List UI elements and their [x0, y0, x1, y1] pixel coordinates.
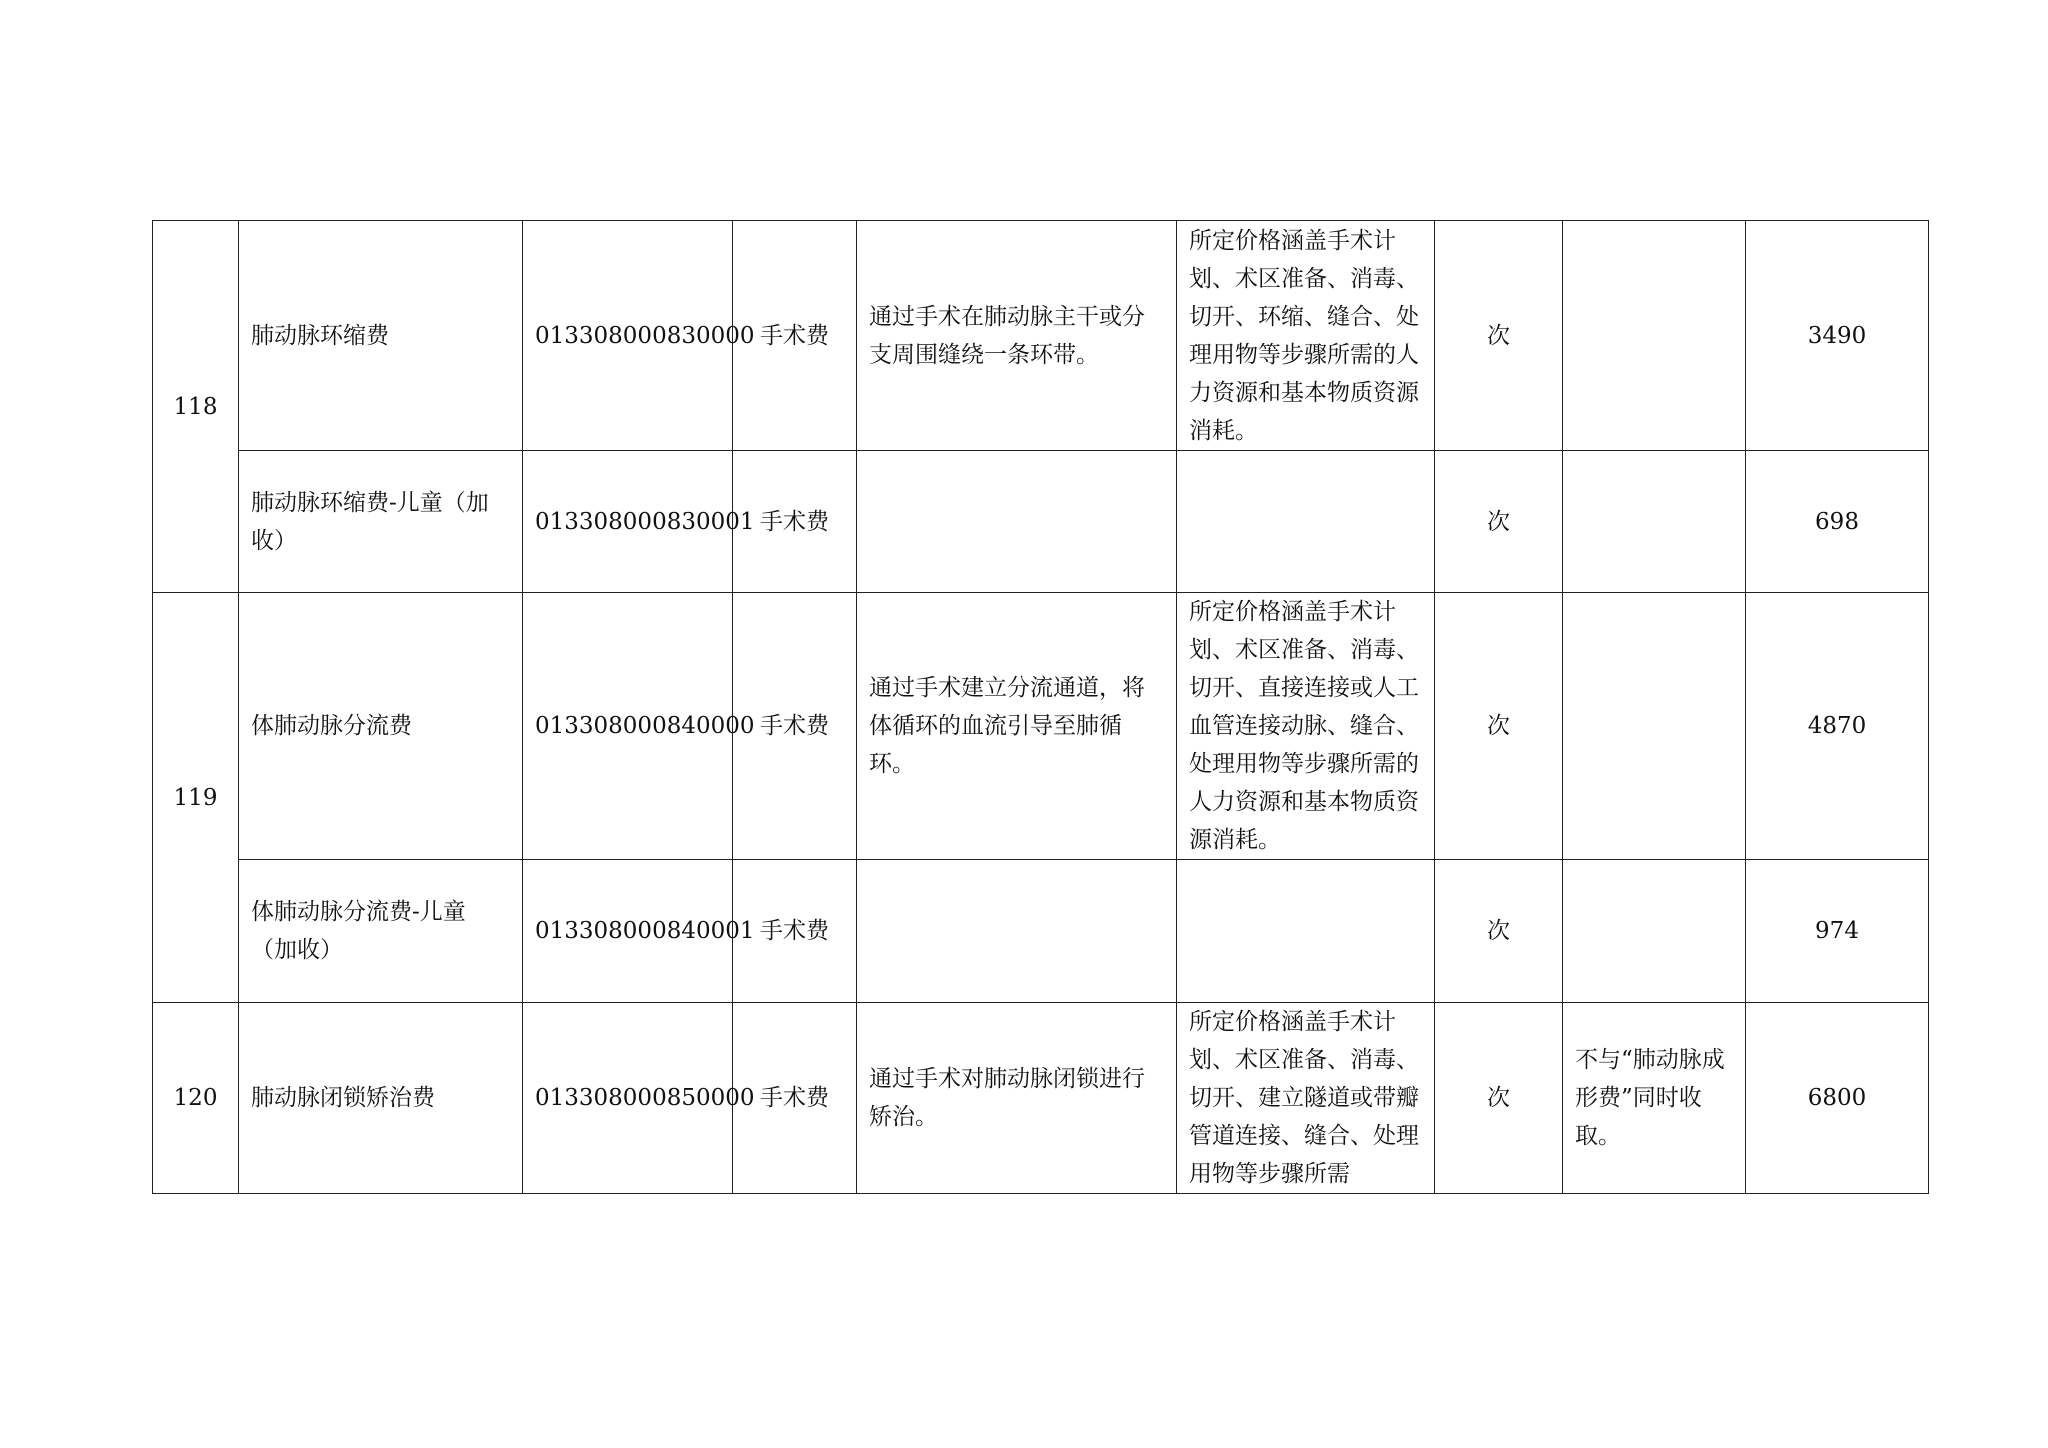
- table-row: [153, 593, 1929, 860]
- price-cell: 974: [1746, 860, 1929, 1003]
- note-cell: [1563, 451, 1746, 593]
- price-table: [152, 220, 1929, 1194]
- price-connotation-cell: 所定价格涵盖手术计划、术区准备、消毒、切开、建立隧道或带瓣管道连接、缝合、处理用物等步骤所需: [1177, 1003, 1435, 1194]
- price-connotation-cell: [1177, 860, 1435, 1003]
- service-content-cell: 通过手术在肺动脉主干或分支周围缝绕一条环带。: [857, 221, 1177, 451]
- item-code-cell: 013308000840000: [523, 593, 733, 860]
- table-row: [153, 860, 1929, 1003]
- price-connotation-cell: 所定价格涵盖手术计划、术区准备、消毒、切开、环缩、缝合、处理用物等步骤所需的人力资源和基本物质资源消耗。: [1177, 221, 1435, 451]
- category-cell: 手术费: [733, 221, 857, 451]
- service-content-cell: 通过手术对肺动脉闭锁进行矫治。: [857, 1003, 1177, 1194]
- item-code-cell: 013308000830000: [523, 221, 733, 451]
- service-content-cell: [857, 860, 1177, 1003]
- category-cell: 手术费: [733, 1003, 857, 1194]
- item-name-cell: 肺动脉环缩费-儿童（加收）: [239, 451, 523, 593]
- item-code-cell: 013308000830001: [523, 451, 733, 593]
- note-cell: [1563, 860, 1746, 1003]
- price-connotation-cell: 所定价格涵盖手术计划、术区准备、消毒、切开、直接连接或人工血管连接动脉、缝合、处理用物等步骤所需的人力资源和基本物质资源消耗。: [1177, 593, 1435, 860]
- unit-cell: 次: [1435, 593, 1563, 860]
- category-cell: 手术费: [733, 860, 857, 1003]
- unit-cell: 次: [1435, 1003, 1563, 1194]
- table-row: [153, 221, 1929, 451]
- price-cell: 3490: [1746, 221, 1929, 451]
- price-connotation-cell: [1177, 451, 1435, 593]
- note-cell: [1563, 593, 1746, 860]
- item-name-cell: 体肺动脉分流费-儿童（加收）: [239, 860, 523, 1003]
- table-row: [153, 1003, 1929, 1194]
- service-content-cell: 通过手术建立分流通道，将体循环的血流引导至肺循环。: [857, 593, 1177, 860]
- unit-cell: 次: [1435, 860, 1563, 1003]
- seq-cell: 120: [153, 1003, 239, 1194]
- item-name-cell: 肺动脉闭锁矫治费: [239, 1003, 523, 1194]
- price-cell: 698: [1746, 451, 1929, 593]
- seq-cell: 119: [153, 593, 239, 1003]
- item-name-cell: 肺动脉环缩费: [239, 221, 523, 451]
- note-cell: [1563, 221, 1746, 451]
- item-name-cell: 体肺动脉分流费: [239, 593, 523, 860]
- item-code-cell: 013308000850000: [523, 1003, 733, 1194]
- price-cell: 4870: [1746, 593, 1929, 860]
- service-content-cell: [857, 451, 1177, 593]
- price-cell: 6800: [1746, 1003, 1929, 1194]
- category-cell: 手术费: [733, 593, 857, 860]
- seq-cell: 118: [153, 221, 239, 593]
- category-cell: 手术费: [733, 451, 857, 593]
- item-code-cell: 013308000840001: [523, 860, 733, 1003]
- unit-cell: 次: [1435, 451, 1563, 593]
- note-cell: 不与“肺动脉成形费”同时收取。: [1563, 1003, 1746, 1194]
- unit-cell: 次: [1435, 221, 1563, 451]
- table-row: [153, 451, 1929, 593]
